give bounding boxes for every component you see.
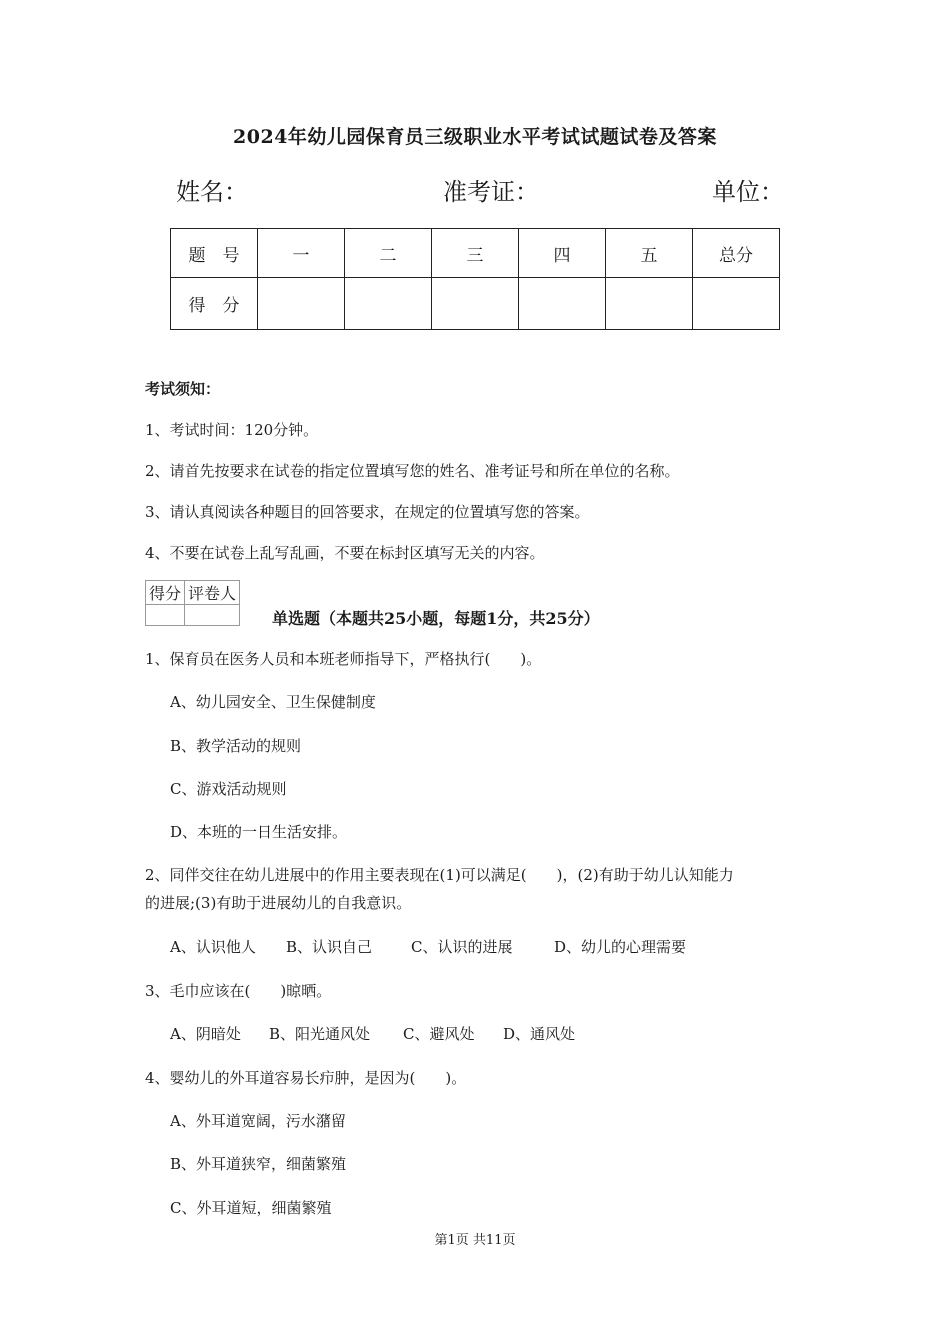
notice-title: 考试须知： [145,380,221,398]
section-title: 单选题（本题共25小题，每题1分，共25分） [272,609,600,628]
question-text: 4、婴幼儿的外耳道容易长疖肿，是因为( )。 [145,1069,467,1087]
document-title: 2024年幼儿园保育员三级职业水平考试试题试卷及答案 [233,126,717,148]
grader-score-cell[interactable] [146,605,185,626]
question-text: 2、同伴交往在幼儿进展中的作用主要表现在(1)可以满足( )，(2)有助于幼儿认知能力 [145,866,734,884]
option-c[interactable]: C、外耳道短，细菌繁殖 [170,1199,332,1217]
page-number: 第1页 共11页 [434,1233,516,1248]
score-table [170,228,780,330]
score-input-cell[interactable] [693,278,780,330]
grader-name-label: 评卷人 [185,581,240,605]
option-d[interactable]: D、通风处 [503,1025,576,1043]
score-table-cell: 五 [606,229,693,278]
question-text-continued: 的进展;(3)有助于进展幼儿的自我意识。 [145,894,412,912]
option-d[interactable]: D、本班的一日生活安排。 [170,823,348,841]
option-d[interactable]: D、幼儿的心理需要 [554,938,687,956]
option-b[interactable]: B、教学活动的规则 [170,737,302,755]
score-table-score-row [171,278,780,330]
grader-box [145,580,240,626]
option-a[interactable]: A、认识他人 [170,938,256,956]
notice-item: 2、请首先按要求在试卷的指定位置填写您的姓名、准考证号和所在单位的名称。 [145,462,680,480]
question-text: 3、毛巾应该在( )晾晒。 [145,982,332,1000]
option-c[interactable]: C、避风处 [403,1025,475,1043]
option-c[interactable]: C、游戏活动规则 [170,780,287,798]
score-table-cell: 一 [258,229,345,278]
option-b[interactable]: B、认识自己 [286,938,373,956]
grader-name-cell[interactable] [185,605,240,626]
score-input-cell[interactable] [432,278,519,330]
option-a[interactable]: A、外耳道宽阔，污水潴留 [170,1112,346,1130]
option-c[interactable]: C、认识的进展 [411,938,513,956]
score-table-cell: 题 号 [171,229,258,278]
score-input-cell[interactable] [258,278,345,330]
notice-item: 1、考试时间：120分钟。 [145,421,319,439]
exam-id-label: 准考证： [443,178,539,206]
grader-score-label: 得分 [146,581,185,605]
name-label: 姓名： [176,178,248,206]
score-input-cell[interactable] [519,278,606,330]
notice-item: 3、请认真阅读各种题目的回答要求，在规定的位置填写您的答案。 [145,503,590,521]
unit-label: 单位： [712,178,784,206]
option-a[interactable]: A、幼儿园安全、卫生保健制度 [170,693,376,711]
score-table-cell: 得 分 [171,278,258,330]
option-b[interactable]: B、外耳道狭窄，细菌繁殖 [170,1155,347,1173]
score-table-cell: 总分 [693,229,780,278]
score-table-cell: 三 [432,229,519,278]
score-table-cell: 四 [519,229,606,278]
question-text: 1、保育员在医务人员和本班老师指导下，严格执行( )。 [145,650,542,668]
score-table-cell: 二 [345,229,432,278]
option-a[interactable]: A、阴暗处 [170,1025,241,1043]
option-b[interactable]: B、阳光通风处 [269,1025,371,1043]
score-input-cell[interactable] [606,278,693,330]
notice-item: 4、不要在试卷上乱写乱画，不要在标封区填写无关的内容。 [145,544,545,562]
score-input-cell[interactable] [345,278,432,330]
score-table-header-row [171,229,780,278]
